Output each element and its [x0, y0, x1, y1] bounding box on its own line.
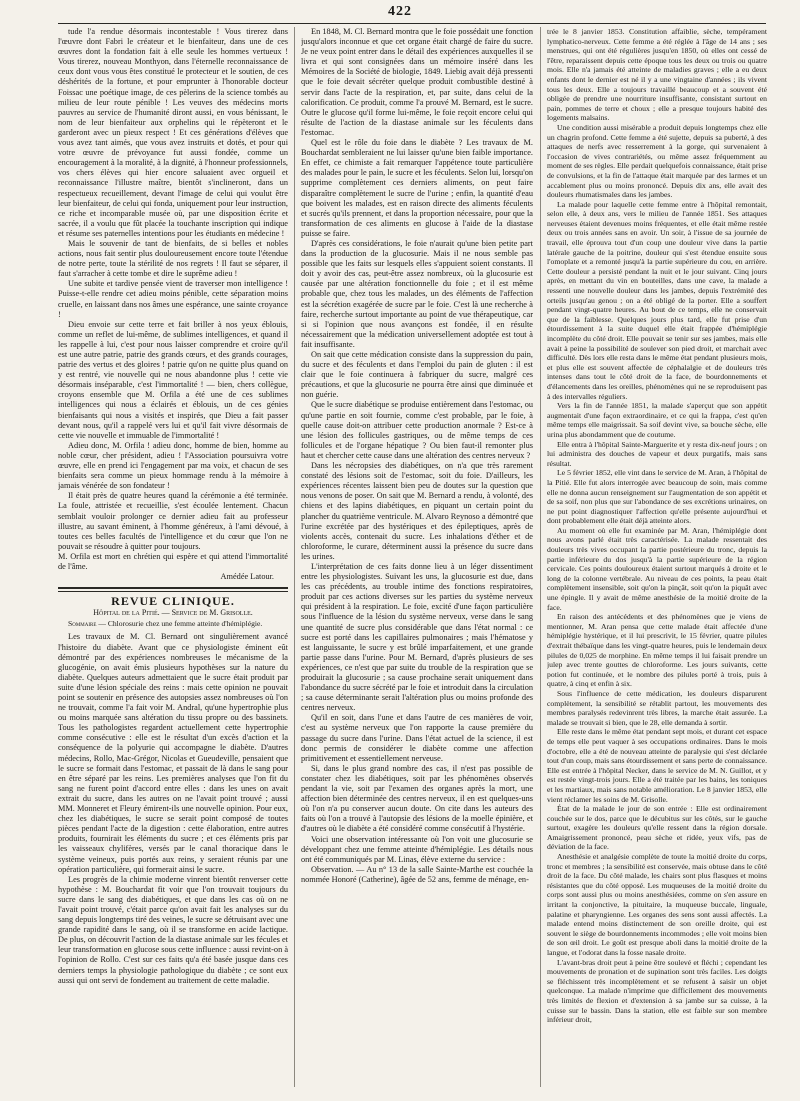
summary-label: Sommaire	[68, 619, 97, 629]
hospital-heading: Hôpital de la Pitié. — Service de M. Grisolle.	[93, 608, 253, 618]
column-rule	[294, 27, 295, 1087]
article-paragraph: Une condition aussi misérable a produit depuis longtemps chez elle un chagrin profond. Cette femme a été sujette, depuis sa puberté, à des attaques de nerfs avec resserrement à la gorge, qui survenaient à l'occasion de vives contrariétés, ou même assez fréquemment au moment de ses règles. Elle perdait quelquefois connaissance, était prise de convulsions, et la fin de l'attaque était marquée par des larmes et un accablement plus ou moins prononcé. Depuis dix ans, elle avait des douleurs rhumatismales dans les jambes.	[547, 122, 767, 200]
article-paragraph: Sous l'influence de cette médication, les douleurs disparurent complètement, la sensibilité se rétablit partout, les mouvements des membres paralysés redevinrent très libres, la marche était assurée. La malade se trouvait si bien, que le 28, elle demanda à sortir.	[547, 688, 767, 727]
article-paragraph: La malade pour laquelle cette femme entre à l'hôpital remontait, selon elle, à deux ans, vers le milieu de l'année 1851. Ses attaques nerveuses étaient devenues moins fréquentes, et elle était même restée deux ou trois années sans en avoir. Un soir, à l'issue de sa journée de travail, elle éprouva tout d'un coup une douleur vive dans la partie latérale gauche de la poitrine, douleur qui s'est étendue ensuite sous l'omoplate et a remonté jusqu'à la partie supérieure du cou, en arrière. Cette douleur a persisté pendant la nuit et le jour suivant. Cinq jours après, en mettant du vin en bouteilles, dans une cave, la malade a ressenti une nouvelle douleur dans les jambes, depuis l'extrémité des orteils jusqu'au genou ; on a été obligé de la porter. Elle a souffert pendant vingt-quatre heures. Au bout de ce temps, elle ne conservait que de la faiblesse. Quelques jours plus tard, elle fut prise d'un étourdissement à la suite duquel elle était frappée d'hémiplégie incomplète du côté droit. Elle pouvait se tenir sur ses jambes, mais elle avait à peine la possibilité de soulever son pied droit, et marchait avec difficulté. Dès lors elle resta dans le même état pendant plusieurs mois, et plus elle est souvent affectée de céphalalgie et de douleurs très intenses dans tout le côté droit de la face, de bourdonnements et d'élancements dans les oreilles, phénomènes qui ne se reproduisent pas à des intervalles réguliers.	[547, 199, 767, 401]
left-column	[58, 27, 288, 1087]
article-paragraph: Voici une observation intéressante où l'on voit une glucosurie se développant chez une femme atteinte d'hémiplégie. Les détails nous ont été communiqués par M. Linas, élève externe du service :	[301, 834, 533, 864]
article-paragraph: Quel est le rôle du foie dans le diabète ? Les travaux de M. Bouchardat sembleraient ne lui laisser qu'une bien faible importance. En effet, ce chimiste a fait remarquer l'appétence toute particulière des malades pour le pain, le sucre et les féculents. Selon lui, lorsqu'on supprime complètement ces derniers aliments, on peut faire disparaître complètement le sucre de l'urine ; enfin, la quantité d'eau que boivent les malades, est en raison directe des aliments féculents et sucrés qu'ils prennent, et dans la proportion nécessaire, pour que la transformation de ces aliments en glucose à l'aide de la diastase puisse se faire.	[301, 138, 533, 238]
article-paragraph: Qu'il en soit, dans l'une et dans l'autre de ces manières de voir, c'est au système nerveux que l'on rapporte la cause première du passage du sucre dans l'urine. Dans l'état actuel de la science, il est donc permis de considérer le diabète comme une affection primitivement et essentiellement nerveuse.	[301, 713, 533, 763]
article-paragraph: tude l'a rendue désormais incontestable ! Vous tirerez dans l'œuvre dont Fabri le créateur et le bienfaiteur, dans une de ces œuvres dont la fondation fait à elle seule les hommes vertueux ! Vous tirerez, nouveau Monthyon, dans l'éternelle reconnaissance de ceux dont vous vous êtes constitué le protecteur et le soutien, de ces déshérités de la fortune, et pour emprunter à l'honorable docteur Foissac une poétique image, de ces pèlerins de la science tombés au milieu de leur route pénible ! Les veuves des médecins morts pauvres au service de l'humanité diront aussi, en vous bénissant, le nom de leur bienfaiteur aux orphelins qui le répèteront et le garderont avec un pieux respect ! Et ces générations d'élèves que vous avez tant aimés, que vous avez instruits et dotés, et pour qui votre œuvre de prévoyance fut aussi fondée, comme un encouragement à la moralité, à la dignité, à l'honneur professionnels, vos chers élèves qui hier encore saluaient avec orgueil et reconnaissance l'illustre maître, bientôt s'inclineront, dans un respectueux recueillement, devant l'image de celui qui voulut être leur bienfaiteur, de celui qui fonda, uniquement pour leur instruction, ce riche et incomparable musée où, par une disposition écrite et sacrée, il a voulu que fût placée la touchante inscription qui indique et résume ses paternelles intentions pour les étudiants en médecine !	[58, 27, 288, 238]
summary-text: Chlorosurie chez une femme atteinte d'hémiplégie.	[107, 619, 263, 629]
article-paragraph: Si, dans le plus grand nombre des cas, il n'est pas possible de constater chez les diabétiques, soit par les phénomènes observés pendant la vie, soit par l'examen des organes après la mort, une affection bien déterminée des centres nerveux, il en est quelques-uns où l'on n'a pu conserver aucun doute. On cite dans les auteurs des faits où l'on a trouvé à l'autopsie des lésions de la moelle épinière, et d'autres où le diabète a été considéré comme consécutif à l'hystérie.	[301, 763, 533, 834]
column-rule	[540, 27, 541, 1087]
author-signature: Amédée Latour.	[220, 572, 274, 582]
article-paragraph: Les travaux de M. Cl. Bernard ont singulièrement avancé l'histoire du diabète. Avant que ce physiologiste éminent eût démontré par des expériences nombreuses le mécanisme de la glucogénie, on avait émis plusieurs hypothèses sur la nature du diabète. Quelques auteurs admettaient que le sucre était produit par suite d'une lésion spéciale des reins : mais cette opinion ne pouvait point se soutenir en présence des autopsies assez nombreuses où l'on ne trouvait, comme l'a fait voir M. Andral, qu'une hypertrophie plus ou moins marquée sans altération du tissu propre ou des bassinets. Tous les pathologistes regardent actuellement cette hypertrophie comme consécutive : elle est le résultat d'un excès d'action et la conséquence de la polyurie qui accompagne le diabète. D'autres médecins, Rollo, Mac-Grégor, Nicolas et Gueudeville, pensaient que le sucre se formait dans l'estomac, et passait de là dans le sang pour en être séparé par les reins. Les premières analyses que l'on fit du sang ne furent point d'accord entre elles : dans les unes on avait extrait du sucre, dans les autres on ne l'avait point trouvé ; aussi MM. Monneret et Fleury émirent-ils une nouvelle opinion. Pour eux, chez les diabétiques, le sucre se serait point composé de toutes pièces pendant l'acte de la digestion : cette élaboration, entre autres produits, fournirait les éléments du sucre ; et ces éléments pris par les vaisseaux chylifères, versés par le canal thoracique dans le système veineux, puis portés aux reins, y seraient réunis par une opération particulière, qui formerait ainsi le sucre.	[58, 632, 288, 874]
article-paragraph: On sait que cette médication consiste dans la suppression du pain, du sucre et des féculents et dans l'emploi du pain de gluten : il est clair que le foie continuera à fabriquer du sucre, malgré ces précautions, et que la glucosurie ne pourra être ainsi que diminuée et non guérie.	[301, 350, 533, 400]
article-paragraph: Adieu donc, M. Orfila ! adieu donc, homme de bien, homme au noble cœur, cher président, adieu ! l'Association poursuivra votre œuvre, elle en prend ici l'engagement par ma voix, et chacun de ses bienfaits sera comme un pieux hommage rendu à la mémoire à jamais vénérée de son fondateur !	[58, 440, 288, 491]
article-paragraph: Anesthésie et analgésie complète de toute la moitié droite du corps, tronc et membres ; la sensibilité est conservée, mais obtuse dans le côté droit de la face. Du côté malade, les chairs sont plus flasques et moins résistantes que du côté opposé. Les muqueuses de la moitié droite du corps sont aussi plus ou moins anesthésiées, comme on s'en assure en irritant la conjonctive, la pituitaire, la muqueuse buccale, linguale, palatine et pharyngienne. Les organes des sens sont aussi affectés. La malade entend moins distinctement de son oreille droite, qui est souvent le siège de bourdonnements incommodes ; elle voit moins bien de son œil droit. Le goût est presque aboli dans la moitié droite de la langue, et l'odorat dans la fosse nasale droite.	[547, 852, 767, 957]
article-paragraph: Une subite et tardive pensée vient de traverser mon intelligence ! Puisse-t-elle rendre cet adieu moins pénible, cette séparation moins cruelle, en laissant dans nos âmes une espérance, une sainte croyance !	[58, 279, 288, 319]
closing-line	[58, 552, 288, 572]
article-paragraph: Il était près de quatre heures quand la cérémonie a été terminée. La foule, attristée et recueillie, s'est écoulée lentement. Chacun semblait vouloir prolonger ce dernier adieu fait au professeur illustre, au savant éminent, à l'homme généreux, à l'ami dévoué, à toutes ces belles facultés de l'intelligence et du cœur que l'on ne pouvait se résoudre à quitter pour toujours.	[58, 491, 288, 551]
header-rule	[58, 23, 766, 24]
article-paragraph: L'avant-bras droit peut à peine être soulevé et fléchi ; cependant les mouvements de pronation et de supination sont très faciles. Les doigts se fléchissent très incomplètement et se refusent à saisir un objet quelconque. La malade n'imprime que difficilement des mouvements très limités de flexion et d'extension à sa jambe sur sa cuisse, à la cuisse sur le bassin. Dans la station, elle est faible sur son membre inférieur droit,	[547, 957, 767, 1025]
article-paragraph: Vers la fin de l'année 1851, la malade s'aperçut que son appétit augmentait d'une façon extraordinaire, et ce qui la frappa, c'est qu'en même temps elle maigrissait. Sa soif devint vive, sa bouche sèche, elle urina plus abondamment que de coutume.	[547, 401, 767, 439]
article-paragraph: Le 5 février 1852, elle vint dans le service de M. Aran, à l'hôpital de la Pitié. Elle fut alors interrogée avec beaucoup de soin, mais comme elle ne donna aucun renseignement sur l'augmentation de son appétit et de sa soif, non plus que sur l'abondance de ses excrétions urinaires, on ne put point diagnostiquer l'affection qu'elle présente aujourd'hui et dont probablement elle était déjà atteinte alors.	[547, 468, 767, 526]
article-paragraph: Elle entra à l'hôpital Sainte-Marguerite et y resta dix-neuf jours ; on lui administra des douches de vapeur et deux purgatifs, mais sans résultat.	[547, 439, 767, 468]
section-divider	[58, 587, 288, 592]
right-column	[547, 27, 767, 1087]
summary-line: Sommaire — Chlorosurie chez une femme atteinte d'hémiplégie.	[68, 619, 263, 629]
article-paragraph: D'après ces considérations, le foie n'aurait qu'une bien petite part dans la production de la glucosurie. Mais il ne nous semble pas possible que les faits sur lesquels elles s'appuient soient constants. Il doit y avoir des cas, peut-être assez nombreux, où la glucosurie est causée par une altération fonctionnelle du foie ; et il est même probable que, chez tous les malades, un des éléments de l'affection est la sécrétion exagérée de sucre par le foie. C'est là une recherche à faire, recherche surtout importante au point de vue thérapeutique, car si si l'opinion que nous avançons est fondée, il en résulte nécessairement que la médication universellement adoptée est tout à fait insuffisante.	[301, 238, 533, 349]
article-paragraph: Mais le souvenir de tant de bienfaits, de si belles et nobles actions, nous fait sentir plus douloureusement encore toute l'étendue de notre perte, toute la stérilité de nos regrets ! Il faut se séparer, il faut s'arracher à cette tombe et dire le suprême adieu !	[58, 238, 288, 279]
article-paragraph: En 1848, M. Cl. Bernard montra que le foie possédait une fonction jusqu'alors inconnue et que cet organe était chargé de faire du sucre. Je ne veux point entrer dans le détail des expériences auxquelles il se livra et qui sont consignées dans un mémoire inséré dans les Mémoires de la Société de biologie, 1849. Liebig avait déjà pressenti que le foie devait sécréter quelque produit combustible destiné à servir dans l'acte de la respiration, et, par suite, dans celui de la calorification. Ce produit, comme l'a prouvé M. Bernard, est le sucre. Outre le glucose qu'il forme lui-même, le foie reçoit encore celui qui résulte de l'action de la diastase animale sur les féculents dans l'estomac.	[301, 27, 533, 137]
observation-paragraph: Observation. — Au n° 13 de la salle Sainte-Marthe est couchée la nommée Honoré (Catherine), âgée de 52 ans, femme de ménage, en-	[301, 864, 533, 884]
article-paragraph: Elle reste dans le même état pendant sept mois, et durant cet espace de temps elle peut vaquer à ses occupations ordinaires. Dans le mois d'octobre, elle a été de nouveau atteinte de paralysie qui s'est déclarée tout d'un coup, mais sans étourdissement et sans perte de connaissance. Elle est entrée à l'hôpital Necker, dans le service de M. N. Guillot, et y est restée vingt-trois jours. Elle a été traitée par les bains, les toniques et les martiaux, mais sans notable amélioration. Le 8 janvier 1853, elle vient réclamer les soins de M. Grisolle.	[547, 727, 767, 804]
page-number: 422	[388, 4, 412, 19]
article-paragraph: Dans les nécropsies des diabétiques, on n'a que très rarement constaté des lésions soit de l'estomac, soit du foie. D'ailleurs, les expériences récentes laissent bien peu de doutes sur la question que nous venons de poser. On sait que M. Bernard a rendu, à volonté, des chiens et des lapins diabétiques, en piquant un certain point du plancher du quatrième ventricule. M. Alvaro Reynoso a démontré que l'urine excrétée par des hystériques et des épileptiques, après de violents accès, contenait du sucre. Les inhalations d'éther et de chloroforme, le curare, déterminent aussi la présence du sucre dans les urines.	[301, 461, 533, 561]
middle-column	[301, 27, 533, 1087]
article-paragraph: Dieu envoie sur cette terre et fait briller à nos yeux éblouis, comme un reflet de lui-même, de sublimes intelligences, et quand il les rappelle à lui, c'est pour nous laisser comprendre et croire qu'il est une autre patrie, patrie des grands cœurs, et des grands courages, patrie des vertus et des gloires ! patrie qu'on ne quitte plus quand on y est rentré, vie nouvelle qui ne nous abandonne plus ! cette vie désormais inséparable, c'est l'immortalité ! — bien, chers collègue, croyons ensemble que M. Orfila a été une de ces sublimes intelligences qui nous a éclairés et éblouis, un de ces génies bienfaisants qui nous a visités et inspirés, que Dieu a fait passer devant nous, qu'il a rappelé vers lui et qu'il fait vivre désormais de cette vie nouvelle et immuable de l'immortalité !	[58, 319, 288, 440]
article-paragraph: Au moment où elle fut examinée par M. Aran, l'hémiplégie dont nous avons parlé était très caractérisée. La malade ressentait des douleurs très vives occupant la partie postérieure du tronc, depuis la partie inférieure du dos jusqu'à la partie supérieure de la région cervicale. Ces points douloureux étaient surtout marqués à droite et le long de la colonne vertébrale. Au niveau de ces points, la peau était complètement insensible, soit qu'on la pinçât, soit qu'on la piquât avec une épingle. Il y avait de même anesthésie de la moitié droite de la face.	[547, 525, 767, 612]
article-paragraph: État de la malade le jour de son entrée : Elle est ordinairement couchée sur le dos, parce que le décubitus sur les côtés, sur le gauche surtout, exagère les douleurs qu'elle ressent dans la région dorsale. Amaigrissement prononcé, peau sèche et ridée, yeux vifs, pas de déviation de la face.	[547, 804, 767, 852]
article-continuation	[58, 27, 288, 582]
article-paragraph: Que le sucre diabétique se produise entièrement dans l'estomac, ou qu'une partie en soit fournie, comme c'est probable, par le foie, à quelle cause doit-on attribuer cette production anormale ? Est-ce à une lésion des follicules gastriques, ou de même temps de ces follicules et de l'organe hépatique ? Ou bien faut-il remonter plus haut et chercher cette cause dans une altération des centres nerveux ?	[301, 400, 533, 460]
signature-line	[58, 572, 288, 582]
article-paragraph: L'interprétation de ces faits donne lieu à un léger dissentiment entre les physiologistes. Suivant les uns, la glucosurie est due, dans les cas précédents, au trouble intime des fonctions respiratoires, produit par ces actions diverses sur les parties du système nerveux qui président à la respiration. Le foie, excité d'une façon particulière sous l'influence de la lésion du système nerveux, verse dans le sang une quantité de sucre plus considérable que dans l'état normal : ce sucre est porté dans les capillaires pulmonaires ; mais l'hématose y est languissante, le sucre y est brûlé imparfaitement, et une grande partie passe dans l'urine. Pour M. Bernard, d'après plusieurs de ses expériences, ce n'est que par suite du trouble de la respiration que se produirait la glucosurie ; sa cause prochaine serait uniquement dans l'abondance du sucre sécrété par le foie et introduit dans la circulation ; sa cause déterminante serait l'altération plus ou moins profonde des centres nerveux.	[301, 561, 533, 713]
closing-paragraph: M. Orfila est mort en chrétien qui espère et qui attend l'immortalité de l'âme.	[58, 551, 288, 571]
section-title: REVUE CLINIQUE.	[111, 594, 235, 609]
article-paragraph: trée le 8 janvier 1853. Constitution affaiblie, sèche, tempérament lymphatico-nerveux. Cette femme a été réglée à l'âge de 14 ans ; ses menstrues, qui ont été régulières jusqu'en 1850, où elles ont cessé de l'être, reparaissent depuis cette époque tous les deux ou trois ou quatre mois. Elle n'a jamais été atteinte de maladies graves ; elle a eu deux enfants dont le dernier est né il y a une vingtaine d'années ; ils vivent tous les deux. Elle a toujours travaillé beaucoup et a souvent été obligée de prendre une nourriture insuffisante, consistant surtout en pain, pommes de terre et choux ; elle a presque toujours habité des logements malsains.	[547, 27, 767, 123]
article-paragraph: En raison des antécédents et des phénomènes que je viens de mentionner, M. Aran pensa que cette malade était affectée d'une hémiplégie hystérique, et il lui prescrivit, le 15 février, quatre pilules d'extrait thébaïque dans les vingt-quatre heures, puis le lendemain deux pilules de 0,025 de morphine. En même temps il lui faisait prendre un julep avec trente gouttes de chloroforme. Les jours suivants, cette potion fut continuée, et le nombre des pilules porté à trois, puis à quatre, à cinq et enfin à six.	[547, 612, 767, 689]
article-paragraph: Les progrès de la chimie moderne vinrent bientôt renverser cette hypothèse : M. Bouchardat fit voir que l'on trouvait toujours du sucre dans le sang des diabétiques, et que dans les cas où on ne l'avait point trouvé, c'était parce qu'on avait fait les analyses sur du sang depuis longtemps tiré des veines, le sucre se détruisant avec une grande rapidité dans le sang, où il se transforme en acide lactique. De plus, on découvrit l'action de la diastase animale sur les fécules et leur transformation en glucose sous cette influence : aussi revint-on à l'opinion de Rollo. C'est sur ces faits qu'a été basée jusque dans ces derniers temps la physiologie pathologique du diabète ; ce sont eux aussi qui ont servi de fondement au traitement de cette maladie.	[58, 874, 288, 985]
